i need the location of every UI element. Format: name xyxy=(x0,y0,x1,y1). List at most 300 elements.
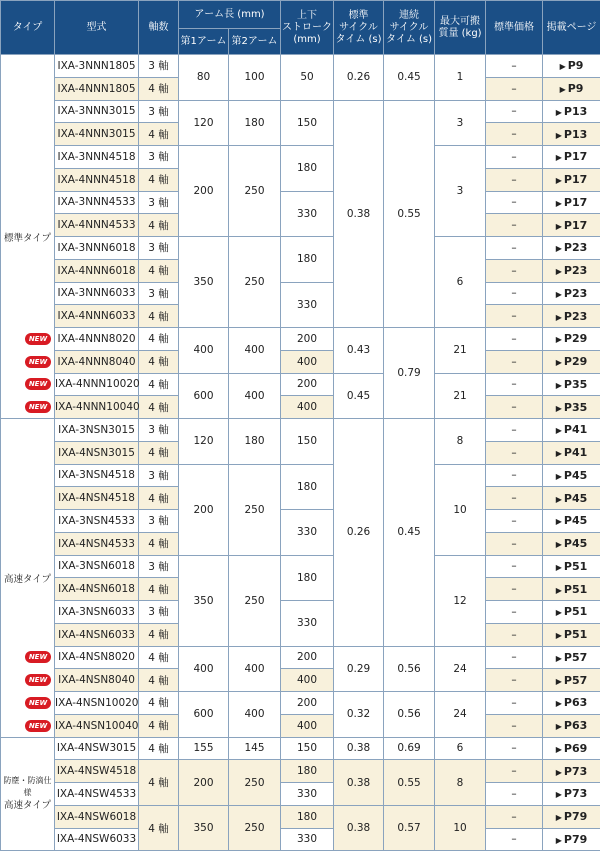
payload-cell: 21 xyxy=(435,328,486,374)
arm2-cell: 250 xyxy=(229,805,281,851)
arm1-cell: 350 xyxy=(179,237,229,328)
page-number[interactable]: P35 xyxy=(563,400,588,414)
arrow-right-icon: ▶ xyxy=(555,835,562,845)
model-name: IXA-4NNN4533 xyxy=(57,219,136,232)
page-link[interactable] xyxy=(543,828,600,851)
axes-cell: 4 軸 xyxy=(139,350,179,373)
page-number[interactable]: P17 xyxy=(563,150,588,164)
std-cycle-cell: 0.26 xyxy=(334,55,384,101)
page-link[interactable] xyxy=(543,282,600,305)
arrow-right-icon: ▶ xyxy=(555,790,562,800)
axes-cell: 4 軸 xyxy=(139,669,179,692)
table-row xyxy=(1,282,600,305)
stroke-cell: 200 xyxy=(281,328,334,351)
header-arm-length: アーム長 (mm) xyxy=(179,1,281,29)
type-label-line2: 高速タイプ xyxy=(3,799,52,811)
arrow-right-icon: ▶ xyxy=(555,153,562,163)
model-cell xyxy=(55,237,139,260)
axes-cell: 3 軸 xyxy=(139,555,179,578)
model-name: IXA-4NSN3015 xyxy=(58,446,135,459)
page-number[interactable]: P13 xyxy=(563,127,588,141)
page-number[interactable]: P73 xyxy=(563,787,588,801)
page-link[interactable] xyxy=(543,601,600,624)
page-number[interactable]: P17 xyxy=(563,218,588,232)
price-cell: – xyxy=(486,669,543,692)
arm2-cell: 400 xyxy=(229,692,281,738)
arrow-right-icon: ▶ xyxy=(555,744,562,754)
price-cell: – xyxy=(486,441,543,464)
table-row xyxy=(1,692,600,715)
payload-cell: 6 xyxy=(435,737,486,760)
stroke-cell: 180 xyxy=(281,237,334,283)
payload-cell: 10 xyxy=(435,464,486,555)
table-row xyxy=(1,805,600,828)
page-number[interactable]: P57 xyxy=(563,673,588,687)
page-number[interactable]: P13 xyxy=(563,104,588,118)
model-name: IXA-4NSN10020 xyxy=(55,696,139,709)
model-cell xyxy=(55,760,139,783)
arm2-cell: 100 xyxy=(229,55,281,101)
arm2-cell: 250 xyxy=(229,555,281,646)
model-cell xyxy=(55,441,139,464)
model-cell xyxy=(55,123,139,146)
model-cell xyxy=(55,146,139,169)
axes-cell: 4 軸 xyxy=(139,578,179,601)
axes-cell: 4 軸 xyxy=(139,77,179,100)
stroke-cell: 330 xyxy=(281,783,334,806)
page-link[interactable] xyxy=(543,805,600,828)
model-cell xyxy=(28,328,139,351)
page-link[interactable] xyxy=(543,692,600,715)
payload-cell: 12 xyxy=(435,555,486,646)
arrow-right-icon: ▶ xyxy=(555,312,562,322)
stroke-cell: 180 xyxy=(281,464,334,510)
price-cell: – xyxy=(486,168,543,191)
arrow-right-icon: ▶ xyxy=(555,540,562,550)
model-name: IXA-4NNN4518 xyxy=(57,173,136,186)
axes-cell: 4 軸 xyxy=(139,123,179,146)
table-header xyxy=(1,1,600,55)
table-body xyxy=(1,55,600,851)
cont-cycle-cell: 0.45 xyxy=(384,419,435,647)
page-number[interactable]: P9 xyxy=(567,59,584,73)
page-link[interactable] xyxy=(543,259,600,282)
payload-cell: 8 xyxy=(435,760,486,806)
page-link[interactable] xyxy=(543,214,600,237)
page-link[interactable] xyxy=(543,555,600,578)
page-number[interactable]: P79 xyxy=(563,832,588,846)
arrow-right-icon: ▶ xyxy=(555,699,562,709)
model-cell xyxy=(55,783,139,806)
page-number[interactable]: P45 xyxy=(563,468,588,482)
header-std-cycle: 標準 サイクル タイム (s) xyxy=(334,1,384,55)
page-link[interactable] xyxy=(543,623,600,646)
cont-cycle-cell: 0.55 xyxy=(384,100,435,328)
page-number[interactable]: P35 xyxy=(563,377,588,391)
model-name: IXA-4NNN8020 xyxy=(57,332,136,345)
stroke-cell: 400 xyxy=(281,714,334,737)
header-cont-cycle: 連続 サイクル タイム (s) xyxy=(384,1,435,55)
page-link[interactable] xyxy=(543,783,600,806)
stroke-cell: 330 xyxy=(281,601,334,647)
new-badge: NEW xyxy=(25,697,51,709)
model-cell xyxy=(55,578,139,601)
arm1-cell: 600 xyxy=(179,692,229,738)
page-link[interactable] xyxy=(543,487,600,510)
axes-cell: 3 軸 xyxy=(139,282,179,305)
stroke-cell: 400 xyxy=(281,396,334,419)
model-cell xyxy=(55,623,139,646)
axes-cell: 4 軸 xyxy=(139,737,179,760)
header-axes: 軸数 xyxy=(139,1,179,55)
arm2-cell: 400 xyxy=(229,646,281,692)
axes-cell: 3 軸 xyxy=(139,419,179,442)
arm2-cell: 400 xyxy=(229,373,281,419)
stroke-cell: 150 xyxy=(281,737,334,760)
stroke-cell: 400 xyxy=(281,350,334,373)
arrow-right-icon: ▶ xyxy=(555,562,562,572)
axes-cell: 4 軸 xyxy=(139,487,179,510)
page-link[interactable] xyxy=(543,669,600,692)
std-cycle-cell: 0.32 xyxy=(334,692,384,738)
arm2-cell: 250 xyxy=(229,146,281,237)
arrow-right-icon: ▶ xyxy=(555,813,562,823)
page-link[interactable] xyxy=(543,373,600,396)
page-number[interactable]: P45 xyxy=(563,537,588,551)
table-row xyxy=(1,828,600,851)
model-cell xyxy=(55,464,139,487)
price-cell: – xyxy=(486,55,543,78)
page-number[interactable]: P51 xyxy=(563,628,588,642)
cont-cycle-cell: 0.45 xyxy=(384,55,435,101)
axes-cell: 4 軸 xyxy=(139,532,179,555)
model-name: IXA-4NSW4533 xyxy=(56,787,137,800)
price-cell: – xyxy=(486,77,543,100)
axes-cell: 4 軸 xyxy=(139,714,179,737)
axes-cell: 4 軸 xyxy=(139,646,179,669)
arm2-cell: 145 xyxy=(229,737,281,760)
price-cell: – xyxy=(486,783,543,806)
page-number[interactable]: P23 xyxy=(563,241,588,255)
page-link[interactable] xyxy=(543,55,600,78)
model-name: IXA-4NNN1805 xyxy=(57,82,136,95)
std-cycle-cell: 0.38 xyxy=(334,737,384,760)
model-cell xyxy=(55,737,139,760)
price-cell: – xyxy=(486,714,543,737)
header-arm1: 第1アーム xyxy=(179,29,229,55)
page-number[interactable]: P51 xyxy=(563,582,588,596)
table-row xyxy=(1,737,600,760)
page-number[interactable]: P63 xyxy=(563,719,588,733)
model-name: IXA-4NSN10040 xyxy=(55,719,139,732)
model-cell xyxy=(28,350,139,373)
page-link[interactable] xyxy=(543,760,600,783)
model-name: IXA-4NNN6018 xyxy=(57,264,136,277)
stroke-cell: 180 xyxy=(281,760,334,783)
page-number[interactable]: P51 xyxy=(563,605,588,619)
page-link[interactable] xyxy=(543,77,600,100)
page-link[interactable] xyxy=(543,510,600,533)
type-label: 高速タイプ xyxy=(1,419,55,738)
arm1-cell: 350 xyxy=(179,555,229,646)
new-badge: NEW xyxy=(25,651,51,663)
payload-cell: 10 xyxy=(435,805,486,851)
page-number[interactable]: P29 xyxy=(563,355,588,369)
cont-cycle-cell: 0.69 xyxy=(384,737,435,760)
std-cycle-cell: 0.29 xyxy=(334,646,384,692)
new-badge: NEW xyxy=(25,401,51,413)
table-row xyxy=(1,419,600,442)
arm2-cell: 250 xyxy=(229,237,281,328)
price-cell: – xyxy=(486,464,543,487)
model-name: IXA-3NNN6033 xyxy=(57,287,136,300)
arm1-cell: 400 xyxy=(179,646,229,692)
arrow-right-icon: ▶ xyxy=(555,403,562,413)
model-name: IXA-4NSN4518 xyxy=(58,492,135,505)
axes-cell: 3 軸 xyxy=(139,464,179,487)
axes-cell: 4 軸 xyxy=(139,305,179,328)
axes-cell: 4 軸 xyxy=(139,805,179,851)
arm1-cell: 155 xyxy=(179,737,229,760)
axes-cell: 4 軸 xyxy=(139,214,179,237)
header-type: タイプ xyxy=(1,1,55,55)
cont-cycle-cell: 0.79 xyxy=(384,328,435,419)
arrow-right-icon: ▶ xyxy=(555,608,562,618)
arm1-cell: 600 xyxy=(179,373,229,419)
arrow-right-icon: ▶ xyxy=(555,107,562,117)
model-cell xyxy=(55,214,139,237)
arrow-right-icon: ▶ xyxy=(555,335,562,345)
axes-cell: 4 軸 xyxy=(139,396,179,419)
model-name: IXA-4NNN8040 xyxy=(57,355,136,368)
model-name: IXA-4NNN10040 xyxy=(55,401,140,414)
price-cell: – xyxy=(486,123,543,146)
page-number[interactable]: P23 xyxy=(563,309,588,323)
page-number[interactable]: P9 xyxy=(567,82,584,96)
axes-cell: 3 軸 xyxy=(139,510,179,533)
page-number[interactable]: P57 xyxy=(563,650,588,664)
model-name: IXA-4NSN8040 xyxy=(58,674,135,687)
page-number[interactable]: P17 xyxy=(563,195,588,209)
header-stroke: 上下 ストローク (mm) xyxy=(281,1,334,55)
page-link[interactable] xyxy=(543,714,600,737)
new-badge: NEW xyxy=(25,333,51,345)
cont-cycle-cell: 0.56 xyxy=(384,646,435,692)
arm2-cell: 250 xyxy=(229,760,281,806)
stroke-cell: 330 xyxy=(281,510,334,556)
std-cycle-cell: 0.38 xyxy=(334,760,384,806)
price-cell: – xyxy=(486,282,543,305)
std-cycle-cell: 0.38 xyxy=(334,805,384,851)
model-cell xyxy=(55,510,139,533)
price-cell: – xyxy=(486,350,543,373)
stroke-cell: 180 xyxy=(281,146,334,192)
model-cell xyxy=(55,555,139,578)
arm1-cell: 120 xyxy=(179,100,229,146)
axes-cell: 4 軸 xyxy=(139,259,179,282)
payload-cell: 21 xyxy=(435,373,486,419)
page-number[interactable]: P51 xyxy=(563,559,588,573)
model-cell xyxy=(55,168,139,191)
model-cell xyxy=(28,669,139,692)
model-cell xyxy=(28,714,139,737)
page-link[interactable] xyxy=(543,328,600,351)
price-cell: – xyxy=(486,578,543,601)
price-cell: – xyxy=(486,100,543,123)
price-cell: – xyxy=(486,191,543,214)
table-row xyxy=(1,396,600,419)
model-cell xyxy=(55,828,139,851)
table-row xyxy=(1,646,600,669)
stroke-cell: 50 xyxy=(281,55,334,101)
model-cell xyxy=(55,601,139,624)
model-name: IXA-3NSN4518 xyxy=(58,469,135,482)
page-link[interactable] xyxy=(543,123,600,146)
arm1-cell: 200 xyxy=(179,464,229,555)
arm1-cell: 350 xyxy=(179,805,229,851)
new-badge: NEW xyxy=(25,356,51,368)
price-cell: – xyxy=(486,760,543,783)
model-name: IXA-4NNN10020 xyxy=(55,378,140,391)
axes-cell: 4 軸 xyxy=(139,623,179,646)
model-cell xyxy=(55,55,139,78)
page-number[interactable]: P29 xyxy=(563,332,588,346)
model-cell xyxy=(55,191,139,214)
payload-cell: 3 xyxy=(435,100,486,146)
type-label: 標準タイプ xyxy=(1,55,55,419)
table-row xyxy=(1,669,600,692)
axes-cell: 3 軸 xyxy=(139,146,179,169)
model-cell xyxy=(55,805,139,828)
model-cell xyxy=(28,692,139,715)
price-cell: – xyxy=(486,623,543,646)
page-link[interactable] xyxy=(543,100,600,123)
table-row xyxy=(1,760,600,783)
stroke-cell: 180 xyxy=(281,555,334,601)
price-cell: – xyxy=(486,419,543,442)
price-cell: – xyxy=(486,259,543,282)
arrow-right-icon: ▶ xyxy=(555,585,562,595)
model-cell xyxy=(55,77,139,100)
price-cell: – xyxy=(486,828,543,851)
std-cycle-cell: 0.26 xyxy=(334,419,384,647)
payload-cell: 24 xyxy=(435,692,486,738)
page-number[interactable]: P63 xyxy=(563,696,588,710)
arrow-right-icon: ▶ xyxy=(555,267,562,277)
model-cell xyxy=(55,419,139,442)
model-name: IXA-4NSW3015 xyxy=(56,742,137,755)
model-name: IXA-4NSW6033 xyxy=(56,833,137,846)
cont-cycle-cell: 0.57 xyxy=(384,805,435,851)
axes-cell: 4 軸 xyxy=(139,441,179,464)
page-link[interactable] xyxy=(543,191,600,214)
price-cell: – xyxy=(486,692,543,715)
std-cycle-cell: 0.38 xyxy=(334,100,384,328)
header-payload: 最大可搬 質量 (kg) xyxy=(435,1,486,55)
arrow-right-icon: ▶ xyxy=(555,494,562,504)
model-cell xyxy=(55,487,139,510)
arrow-right-icon: ▶ xyxy=(555,289,562,299)
model-cell xyxy=(28,396,140,419)
page-number[interactable]: P45 xyxy=(563,491,588,505)
arrow-right-icon: ▶ xyxy=(555,767,562,777)
arrow-right-icon: ▶ xyxy=(555,426,562,436)
model-name: IXA-3NSN3015 xyxy=(58,423,135,436)
page-link[interactable] xyxy=(543,737,600,760)
page-link[interactable] xyxy=(543,646,600,669)
model-name: IXA-3NNN1805 xyxy=(57,59,136,72)
page-number[interactable]: P45 xyxy=(563,514,588,528)
stroke-cell: 330 xyxy=(281,282,334,328)
page-number[interactable]: P73 xyxy=(563,764,588,778)
arrow-right-icon: ▶ xyxy=(555,176,562,186)
arrow-right-icon: ▶ xyxy=(555,631,562,641)
page-number[interactable]: P17 xyxy=(563,173,588,187)
page-link[interactable] xyxy=(543,441,600,464)
page-link[interactable] xyxy=(543,146,600,169)
model-cell xyxy=(55,100,139,123)
table-row xyxy=(1,714,600,737)
page-link[interactable] xyxy=(543,464,600,487)
model-name: IXA-3NNN4518 xyxy=(57,150,136,163)
arrow-right-icon: ▶ xyxy=(555,722,562,732)
axes-cell: 4 軸 xyxy=(139,760,179,806)
model-name: IXA-4NNN6033 xyxy=(57,310,136,323)
model-name: IXA-3NSN6033 xyxy=(58,605,135,618)
arrow-right-icon: ▶ xyxy=(555,130,562,140)
table-row xyxy=(1,237,600,260)
new-badge: NEW xyxy=(25,674,51,686)
stroke-cell: 200 xyxy=(281,373,334,396)
page-number[interactable]: P41 xyxy=(563,446,588,460)
price-cell: – xyxy=(486,805,543,828)
stroke-cell: 200 xyxy=(281,646,334,669)
page-link[interactable] xyxy=(543,578,600,601)
price-cell: – xyxy=(486,510,543,533)
arm1-cell: 80 xyxy=(179,55,229,101)
model-name: IXA-3NNN6018 xyxy=(57,241,136,254)
table-row xyxy=(1,191,600,214)
arm1-cell: 200 xyxy=(179,760,229,806)
page-number[interactable]: P69 xyxy=(563,741,588,755)
page-link[interactable] xyxy=(543,237,600,260)
model-name: IXA-4NSW6018 xyxy=(56,810,137,823)
page-number[interactable]: P23 xyxy=(563,286,588,300)
page-link[interactable] xyxy=(543,419,600,442)
page-link[interactable] xyxy=(543,396,600,419)
stroke-cell: 400 xyxy=(281,669,334,692)
price-cell: – xyxy=(486,646,543,669)
page-link[interactable] xyxy=(543,168,600,191)
model-cell xyxy=(55,305,139,328)
page-number[interactable]: P23 xyxy=(563,264,588,278)
table-row xyxy=(1,328,600,351)
model-name: IXA-4NNN3015 xyxy=(57,128,136,141)
table-row xyxy=(1,55,600,78)
page-link[interactable] xyxy=(543,305,600,328)
page-number[interactable]: P41 xyxy=(563,423,588,437)
arrow-right-icon: ▶ xyxy=(555,517,562,527)
stroke-cell: 330 xyxy=(281,828,334,851)
page-number[interactable]: P79 xyxy=(563,810,588,824)
price-cell: – xyxy=(486,555,543,578)
page-link[interactable] xyxy=(543,532,600,555)
stroke-cell: 150 xyxy=(281,100,334,146)
model-name: IXA-4NSN8020 xyxy=(58,651,135,664)
axes-cell: 3 軸 xyxy=(139,191,179,214)
arrow-right-icon: ▶ xyxy=(555,244,562,254)
page-link[interactable] xyxy=(543,350,600,373)
